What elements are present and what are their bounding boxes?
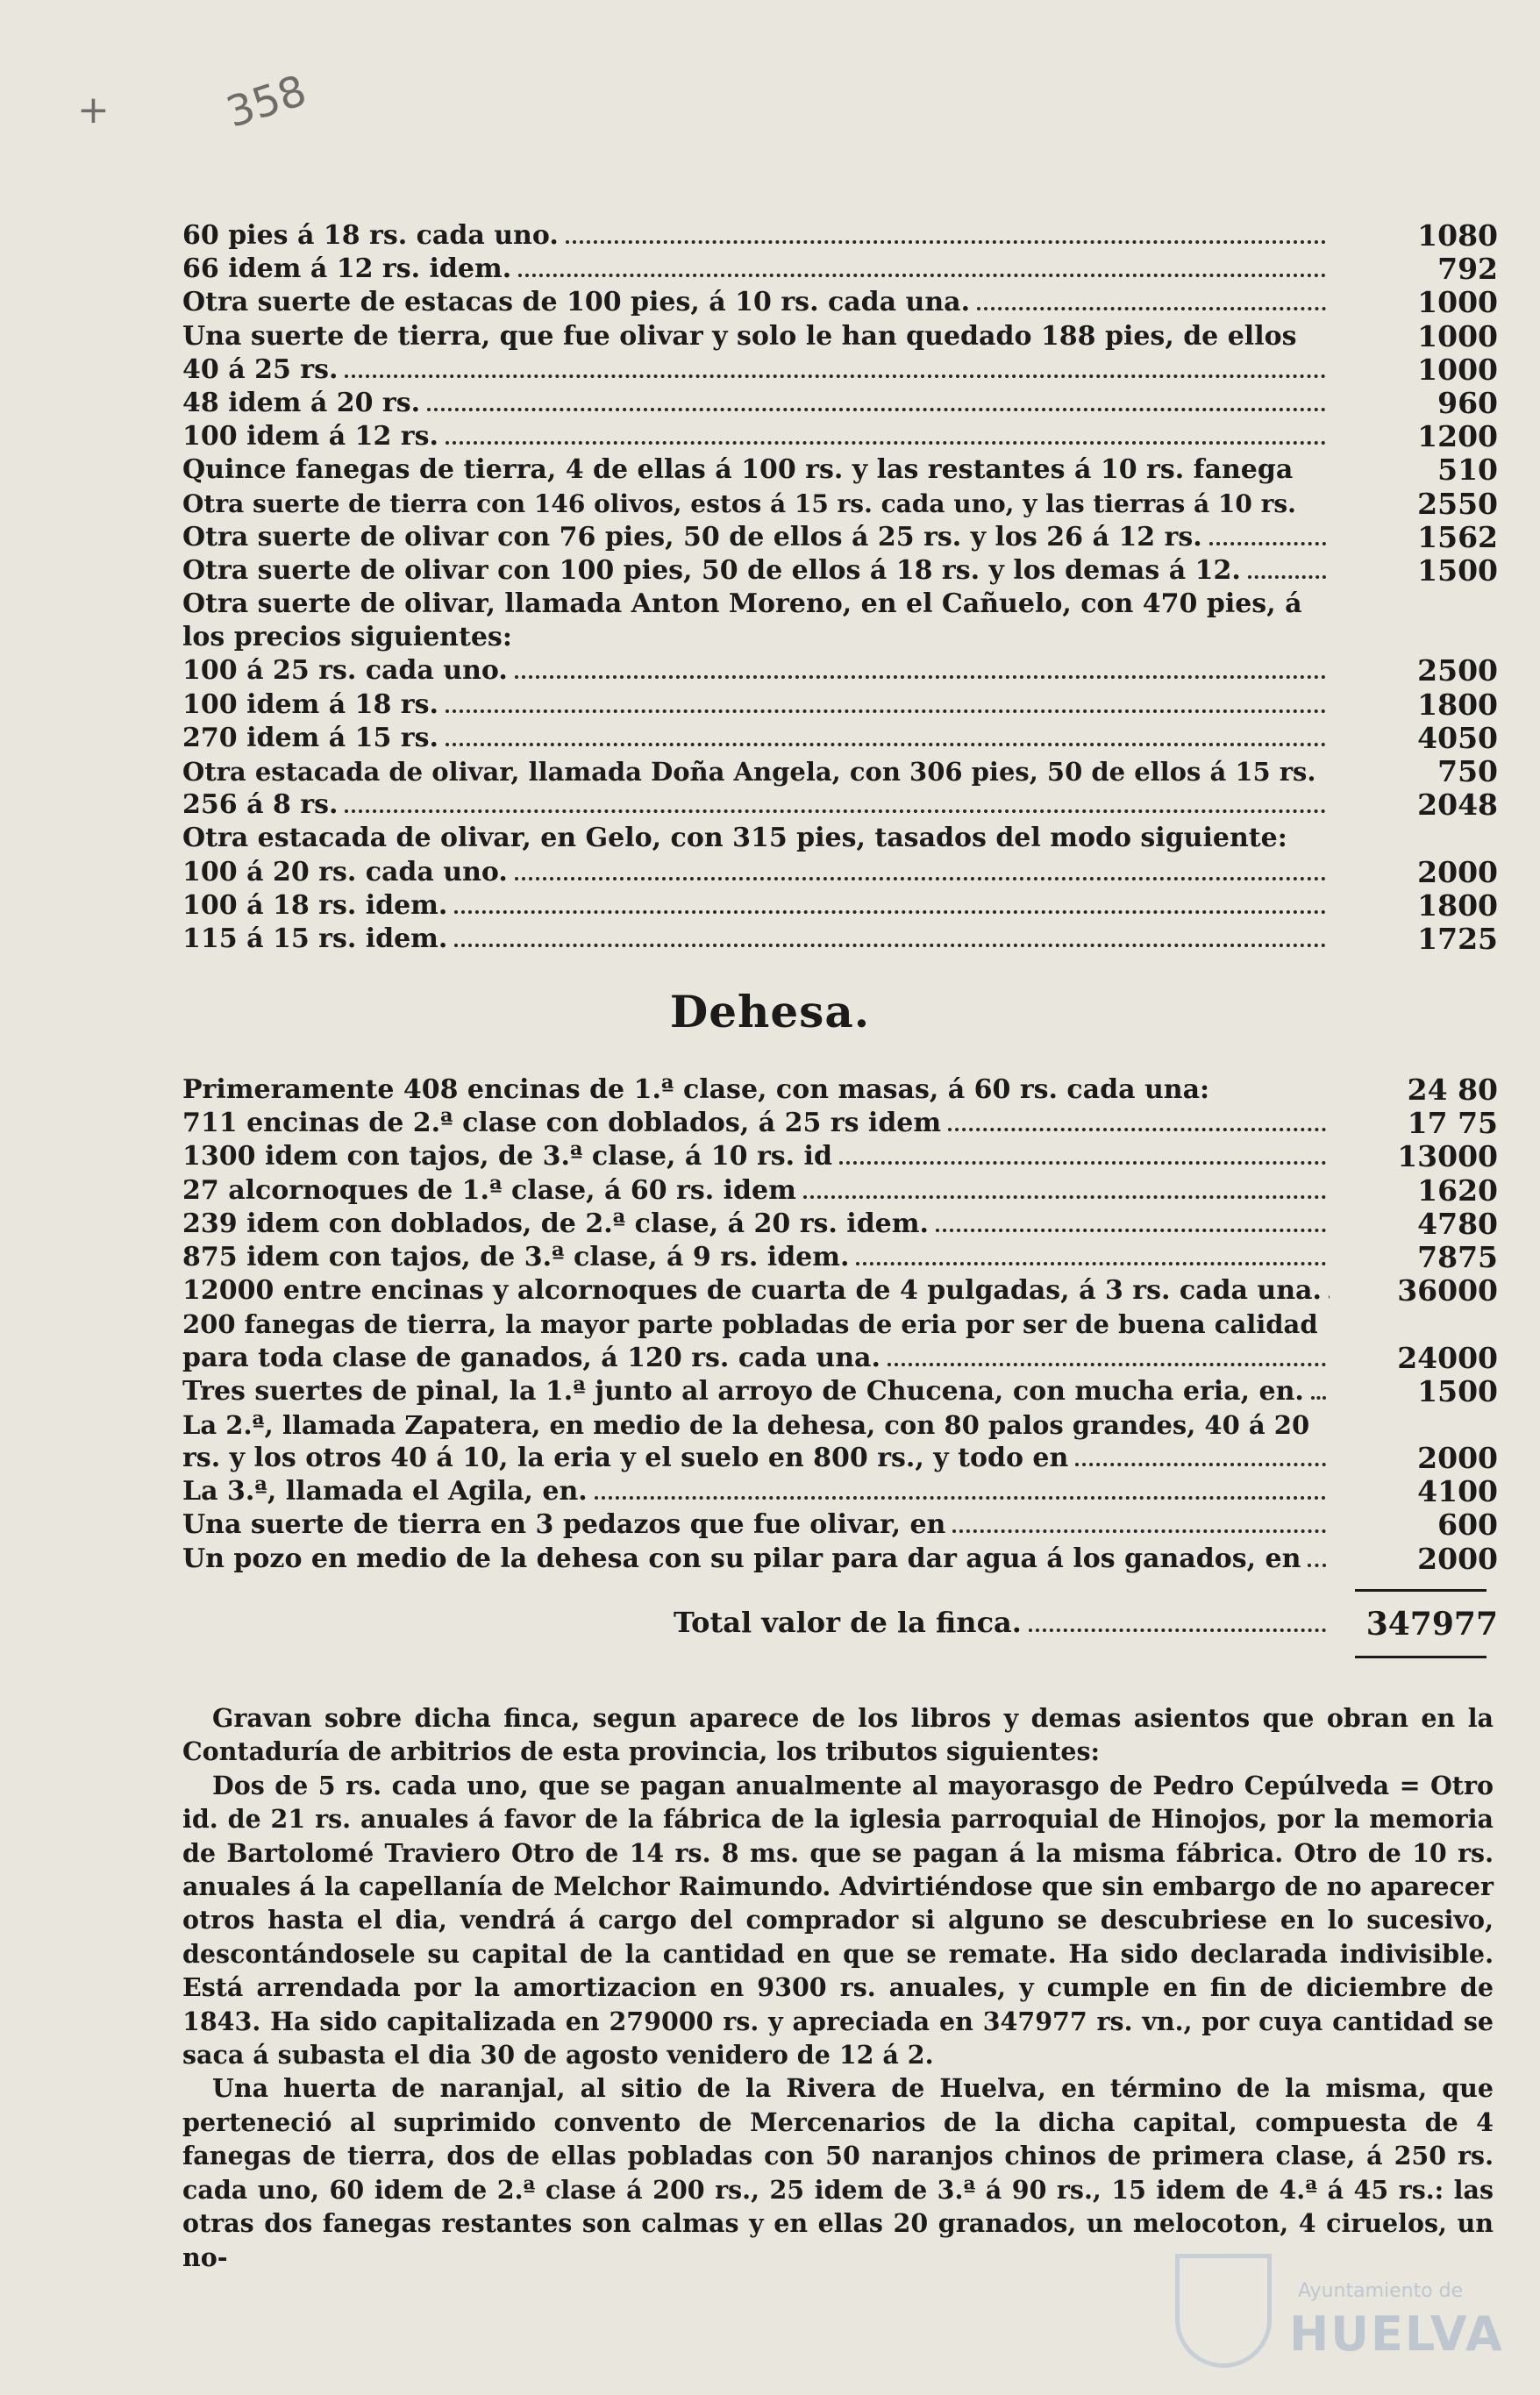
row-amount: 600 [1437,1508,1498,1543]
row-amount: 960 [1437,385,1498,420]
dot-leader [1075,1463,1326,1466]
table-row [182,1543,1498,1576]
row-amount: 24 80 [1407,1073,1498,1107]
row-amount: 2048 [1417,788,1498,823]
dot-leader [948,1128,1326,1131]
table-row [182,1140,1498,1173]
table-row [182,488,1498,521]
dot-leader [1329,1295,1330,1299]
row-label-wrap [182,822,1330,855]
row-label: 100 idem á 18 rs. [182,688,438,720]
row-label-wrap [182,453,1330,487]
row-amount: 2000 [1417,854,1498,889]
row-label: Una suerte de tierra en 3 pedazos que fue olivar, en [182,1509,946,1541]
row-label: La 3.ª, llamada el Agila, en. [182,1476,588,1508]
row-label: 100 á 20 rs. cada uno. [182,856,508,887]
row-label: los precios siguientes: [182,622,512,653]
row-amount: 2000 [1417,1441,1498,1476]
total-rule-bottom [1355,1656,1487,1658]
body-text [182,1701,1494,2274]
dot-leader [888,1363,1326,1366]
table-row [182,1274,1498,1308]
row-label-wrap [182,1408,1330,1442]
table-row [182,1375,1498,1408]
row-label-wrap [182,889,1330,923]
table-row [182,1208,1498,1241]
table-row [182,253,1498,286]
dot-leader [566,240,1326,244]
row-label: Quince fanegas de tierra, 4 de ellas á 100 rs. y las restantes á 10 rs. fanega [182,454,1294,486]
dot-leader [595,1496,1326,1500]
row-label: 256 á 8 rs. [182,789,339,821]
table-row [182,453,1498,487]
row-label-wrap [182,353,1330,387]
dot-leader [515,675,1326,679]
row-label-wrap [182,387,1330,420]
row-label-wrap [182,1342,1330,1375]
dot-leader [856,1262,1326,1265]
row-label: La 2.ª, llamada Zapatera, en medio de la dehesa, con 80 palos grandes, 40 á 20 [182,1409,1310,1440]
row-label: 115 á 15 rs. idem. [182,923,448,954]
row-amount: 1080 [1417,218,1498,253]
row-label-wrap [182,488,1330,521]
row-label: 100 idem á 12 rs. [182,421,438,453]
section-title-dehesa: Dehesa. [669,986,871,1037]
archive-watermark [1175,2254,1504,2377]
table-row [182,788,1498,822]
table-row [182,387,1498,420]
row-label-wrap [182,1543,1330,1576]
row-label-wrap [182,420,1330,453]
row-label-wrap [182,755,1330,788]
row-amount: 24000 [1397,1340,1498,1375]
dot-leader [345,809,1326,813]
table-row [182,588,1498,621]
row-label: 66 idem á 12 rs. idem. [182,253,512,285]
row-label-wrap [182,1308,1330,1341]
row-label: 239 idem con doblados, de 2.ª clase, á 20 rs. idem. [182,1208,929,1239]
dot-leader [952,1529,1326,1533]
row-label: 12000 entre encinas y alcornoques de cuarta de 4 pulgadas, á 3 rs. cada una. [182,1275,1322,1307]
dot-leader [515,877,1326,880]
paragraph-huerta: Una huerta de naranjal, al sitio de la Rivera de Huelva, en término de la misma, que perteneció al suprimido convento de Mercenarios de la dicha capital, compuesta de 4 fanegas de tierra, dos de ellas pobladas con 50 naranjos chinos de primera clase, á 250 rs. cada uno, 60 idem de 2.ª clase á 200 rs., 25 idem de 3.ª á 90 rs., 15 idem de 4.ª á 45 rs.: las otras dos fanegas restantes son calmas y en ellas 20 granados, un melocoton, 4 ciruelos, un no- [182,2073,1494,2272]
row-amount: 1500 [1417,1373,1498,1408]
row-label-wrap [182,654,1330,688]
row-amount: 1800 [1417,687,1498,722]
row-label-wrap [182,856,1330,889]
row-amount: 2550 [1417,486,1498,521]
table-row [182,521,1498,554]
table-row [182,554,1498,588]
row-label-wrap [182,722,1330,755]
row-label: Otra suerte de olivar con 100 pies, 50 de ellos á 18 rs. y los demas á 12. [182,554,1241,586]
dot-leader [454,944,1326,947]
row-label-wrap [182,923,1330,956]
row-amount: 36000 [1397,1273,1498,1308]
dot-leader [977,307,1326,310]
row-label: Otra suerte de estacas de 100 pies, á 10 rs. cada una. [182,287,971,318]
dot-leader [803,1195,1326,1199]
row-amount: 1500 [1417,552,1498,588]
table-row [182,1442,1498,1475]
row-label: Tres suertes de pinal, la 1.ª junto al arroyo de Chucena, con mucha eria, en. [182,1375,1304,1407]
row-label-wrap [182,588,1330,621]
row-label-wrap [182,219,1330,253]
row-label-wrap [182,1241,1330,1274]
row-label-wrap [182,1174,1330,1208]
dot-leader [936,1229,1326,1232]
row-label-wrap [182,286,1330,319]
dot-leader [1029,1629,1326,1632]
table-row [182,621,1498,654]
table-row [182,219,1498,253]
row-amount: 1800 [1417,887,1498,923]
row-amount: 17 75 [1407,1106,1498,1141]
handwritten-plus-mark: + [77,88,110,132]
row-label: 875 idem con tajos, de 3.ª clase, á 9 rs. idem. [182,1241,850,1272]
row-label: 270 idem á 15 rs. [182,722,438,753]
olivar-valuation-table [182,219,1498,956]
dot-leader [345,374,1326,378]
row-amount: 792 [1437,252,1498,287]
dot-leader [454,910,1326,914]
handwritten-folio-number: 358 [220,66,313,138]
row-label-wrap [182,1107,1330,1140]
row-label-wrap [182,1375,1330,1408]
row-amount: 750 [1437,754,1498,788]
table-row [182,1073,1498,1107]
total-line [182,1606,1498,1644]
dot-leader [518,274,1326,277]
table-row [182,856,1498,889]
row-amount: 1725 [1417,921,1498,956]
table-row [182,755,1498,788]
table-row [182,286,1498,319]
table-row [182,1308,1498,1341]
dot-leader [446,743,1326,746]
dot-leader [427,408,1326,411]
paragraph-gravamen: Gravan sobre dicha finca, segun aparece de los libros y demas asientos que obran en la Contaduría de arbitrios de esta provincia, los tributos siguientes: [182,1703,1494,1767]
row-amount: 1000 [1417,352,1498,387]
row-amount: 1620 [1417,1173,1498,1208]
row-label-wrap [182,1274,1330,1308]
row-amount: 2000 [1417,1541,1498,1576]
row-label: 60 pies á 18 rs. cada uno. [182,220,559,251]
row-amount: 4780 [1417,1206,1498,1241]
dot-leader [1311,1396,1326,1400]
dot-leader [446,441,1326,445]
row-label-wrap [182,1442,1330,1475]
row-label-wrap [182,688,1330,722]
row-amount: 13000 [1397,1139,1498,1174]
row-label-wrap [182,1508,1330,1542]
table-row [182,353,1498,387]
row-label-wrap [182,320,1330,353]
table-row [182,688,1498,722]
row-label-wrap [182,554,1330,588]
table-row [182,1508,1498,1542]
table-row [182,320,1498,353]
row-amount: 1200 [1417,419,1498,454]
row-label: 40 á 25 rs. [182,353,339,385]
dot-leader [1209,542,1326,545]
row-label: Primeramente 408 encinas de 1.ª clase, con masas, á 60 rs. cada una: [182,1074,1210,1105]
total-label: Total valor de la finca. [674,1606,1022,1639]
row-label: 27 alcornoques de 1.ª clase, á 60 rs. idem [182,1174,796,1206]
table-row [182,822,1498,855]
table-row [182,1174,1498,1208]
table-row [182,1408,1498,1442]
row-label: Una suerte de tierra, que fue olivar y solo le han quedado 188 pies, de ellos [182,320,1297,352]
shield-icon [1175,2254,1272,2368]
total-amount: 347977 [1365,1606,1498,1643]
row-label: Otra suerte de tierra con 146 olivos, estos á 15 rs. cada uno, y las tierras á 10 rs. [182,488,1296,518]
table-row [182,1342,1498,1375]
row-label: para toda clase de ganados, á 120 rs. cada una. [182,1342,881,1373]
dot-leader [446,709,1326,713]
row-label: 200 fanegas de tierra, la mayor parte pobladas de eria por ser de buena calidad [182,1309,1318,1340]
row-amount: 1562 [1417,519,1498,554]
row-label: 1300 idem con tajos, de 3.ª clase, á 10 rs. id [182,1141,832,1173]
row-label: 100 á 25 rs. cada uno. [182,655,508,687]
table-row [182,1107,1498,1140]
paragraph-tributos: Dos de 5 rs. cada uno, que se pagan anualmente al mayorasgo de Pedro Cepúlveda = Otro id. de 21 rs. anuales á favor de la fábrica de la iglesia parroquial de Hinojos, por la memoria de Bartolomé Traviero Otro de 14 rs. 8 ms. que se pagan á la misma fábrica. Otro de 10 rs. anuales á la capellanía de Melchor Raimundo. Advirtiéndose que sin embargo de no aparecer otros hasta el dia, vendrá á cargo del comprador si alguno se descubriese en lo sucesivo, descontándosele su capital de la cantidad en que se remate. Ha sido declarada indivisible. Está arrendada por la amortizacion en 9300 rs. anuales, y cumple en fin de diciembre de 1843. Ha sido capitalizada en 279000 rs. y apreciada en 347977 rs. vn., por cuya cantidad se saca á subasta el dia 30 de agosto venidero de 12 á 2. [182,1770,1494,2071]
row-amount: 2500 [1417,653,1498,688]
row-label-wrap [182,1475,1330,1508]
row-label-wrap [182,788,1330,822]
row-label-wrap [182,1140,1330,1173]
table-row [182,1241,1498,1274]
watermark-bottom-text: HUELVA [1289,2306,1504,2362]
row-label: 711 encinas de 2.ª clase con doblados, á 25 rs idem [182,1108,942,1139]
row-label-wrap [182,253,1330,286]
row-label-wrap [182,1208,1330,1241]
row-label-wrap [182,1073,1330,1107]
dot-leader [1248,575,1326,579]
dot-leader [839,1161,1326,1165]
row-label: Un pozo en medio de la dehesa con su pilar para dar agua á los ganados, en [182,1543,1301,1574]
row-amount: 4100 [1417,1474,1498,1509]
row-label-wrap [182,621,1330,654]
table-row [182,1475,1498,1508]
row-label: Otra estacada de olivar, llamada Doña Angela, con 306 pies, 50 de ellos á 15 rs. [182,757,1316,787]
table-row [182,654,1498,688]
row-amount: 4050 [1417,720,1498,755]
total-rule-top [1355,1589,1487,1592]
watermark-top-text: Ayuntamiento de [1298,2280,1464,2302]
row-label-wrap [182,521,1330,554]
row-amount: 1000 [1417,318,1498,353]
table-row [182,923,1498,956]
row-amount: 1000 [1417,285,1498,320]
row-amount: 7875 [1417,1239,1498,1274]
table-row [182,420,1498,453]
table-row [182,889,1498,923]
row-amount: 510 [1437,453,1498,488]
row-label: Otra suerte de olivar con 76 pies, 50 de ellos á 25 rs. y los 26 á 12 rs. [182,521,1202,552]
row-label: Otra estacada de olivar, en Gelo, con 315 pies, tasados del modo siguiente: [182,823,1287,854]
row-label: 48 idem á 20 rs. [182,387,421,418]
row-label: 100 á 18 rs. idem. [182,889,448,921]
table-row [182,722,1498,755]
dot-leader [1308,1564,1326,1567]
row-label: Otra suerte de olivar, llamada Anton Moreno, en el Cañuelo, con 470 pies, á [182,588,1302,620]
row-label: rs. y los otros 40 á 10, la eria y el suelo en 800 rs., y todo en [182,1443,1069,1474]
dehesa-valuation-table [182,1073,1498,1576]
